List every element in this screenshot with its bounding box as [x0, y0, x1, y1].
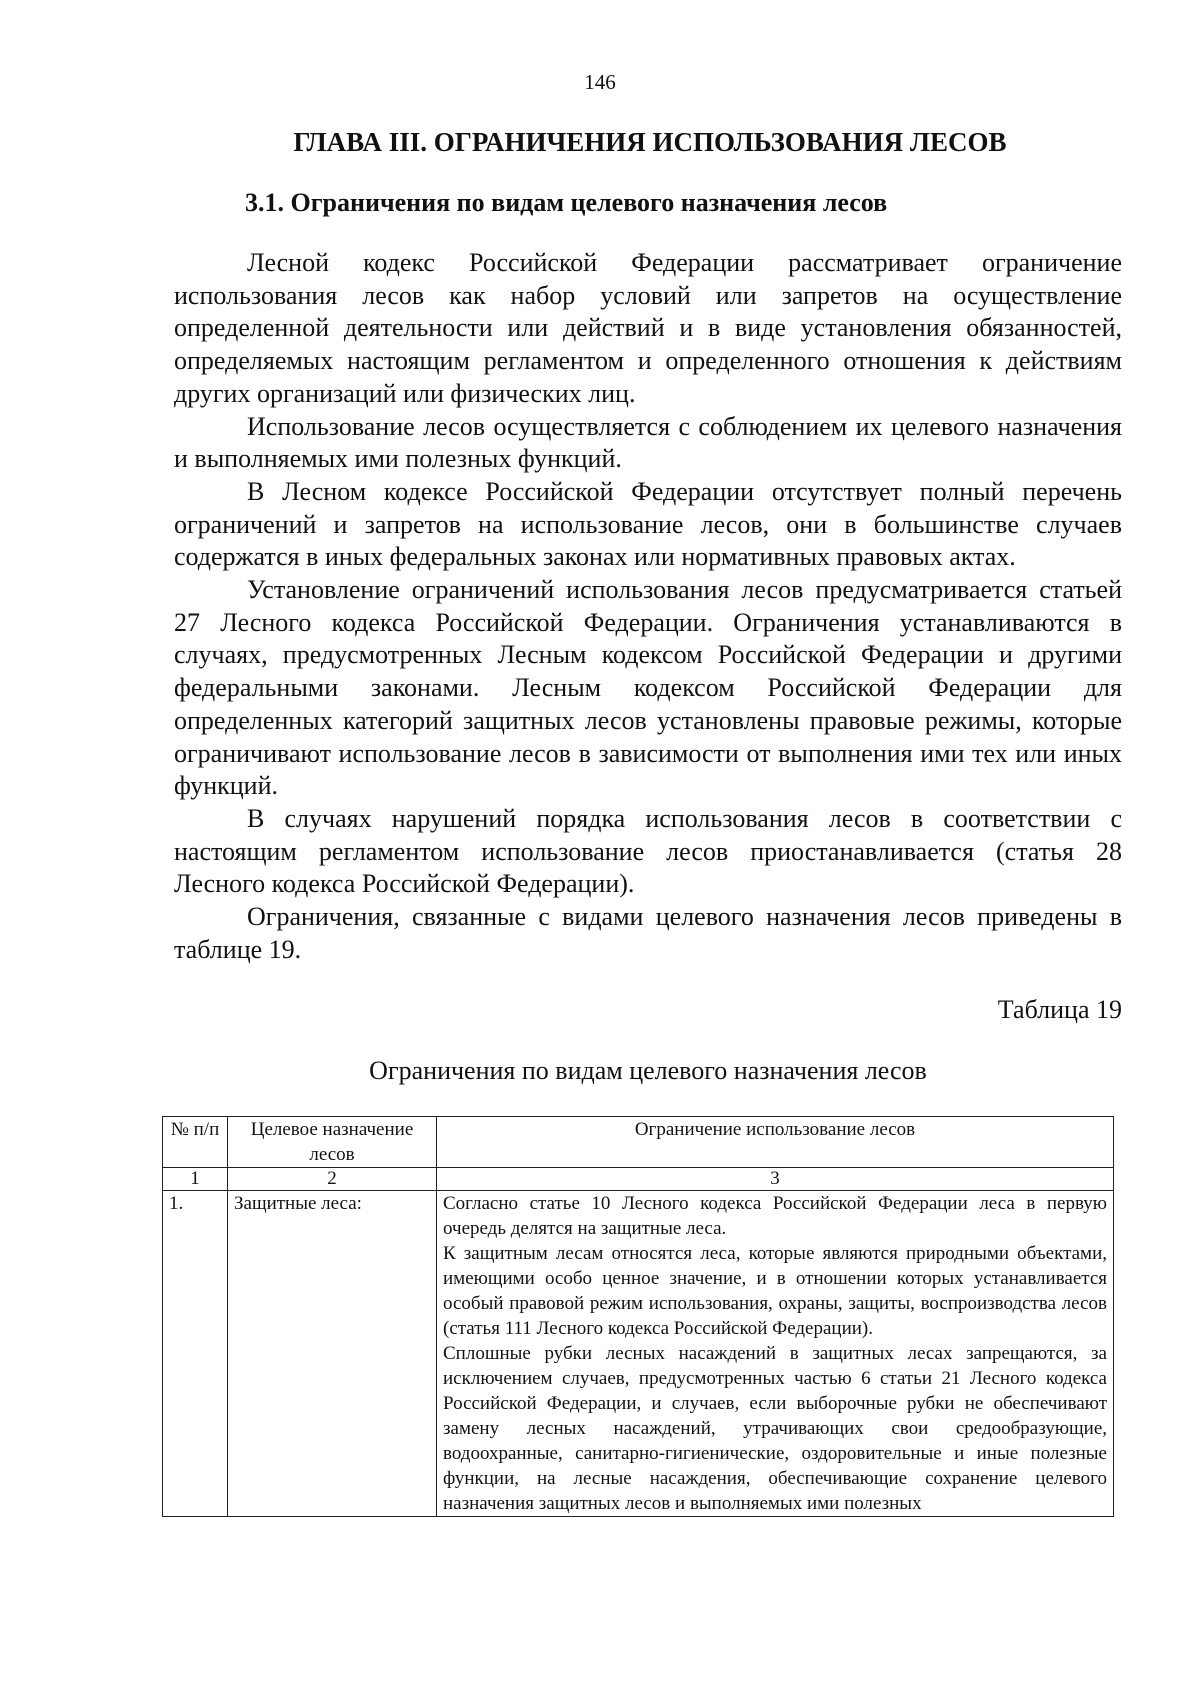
- paragraph: В Лесном кодексе Российской Федерации отсутствует полный перечень ограничений и запретов на использование лесов, они в большинстве случаев содержатся в иных федеральных законах или нормативных правовых актах.: [174, 476, 1122, 572]
- header-num: № п/п: [163, 1117, 228, 1168]
- section-title: 3.1. Ограничения по видам целевого назначения лесов: [245, 188, 888, 217]
- table-row: [163, 1191, 1114, 1517]
- paragraph: Использование лесов осуществляется с соблюдением их целевого назначения и выполняемых ими полезных функций.: [174, 411, 1122, 474]
- restriction-paragraph: Сплошные рубки лесных насаждений в защитных лесах запрещаются, за исключением случаев, предусмотренных частью 6 статьи 21 Лесного кодекса Российской Федерации, и случаев, если выборочные рубки не обеспечивают замену лесных насаждений, утрачивающих свои средообразующие, водоохранные, санитарно-гигиенические, оздоровительные и иные полезные функции, на лесные насаждения, обеспечивающие сохранение целевого назначения защитных лесов и выполняемых ими полезных: [443, 1343, 1107, 1514]
- header-purpose: Целевое назначение лесов: [228, 1117, 437, 1168]
- table-index-row: [163, 1168, 1114, 1191]
- row-num: 1.: [163, 1191, 228, 1517]
- index-cell: 1: [163, 1168, 228, 1191]
- header-restriction: Ограничение использование лесов: [437, 1117, 1114, 1168]
- row-purpose: Защитные леса:: [228, 1191, 437, 1517]
- body-text: [174, 247, 1122, 966]
- restrictions-table: [162, 1116, 1114, 1517]
- index-cell: 3: [437, 1168, 1114, 1191]
- paragraph: Ограничения, связанные с видами целевого назначения лесов приведены в таблице 19.: [174, 902, 1122, 964]
- restriction-paragraph: Согласно статье 10 Лесного кодекса Российской Федерации леса в первую очередь делятся на защитные леса.: [443, 1193, 1107, 1239]
- paragraph: Лесной кодекс Российской Федерации рассматривает ограничение использования лесов как набор условий или запретов на осуществление определенной деятельности или действий и в виде установления обязанностей, определяемых настоящим регламентом и определенного отношения к действиям других организаций или физических лиц.: [174, 248, 1122, 408]
- row-restriction: [437, 1191, 1114, 1517]
- paragraph: В случаях нарушений порядка использования лесов в соответствии с настоящим регламентом использование лесов приостанавливается (статья 28 Лесного кодекса Российской Федерации).: [174, 803, 1122, 899]
- paragraph: Установление ограничений использования лесов предусматривается статьей 27 Лесного кодекса Российской Федерации. Ограничения устанавливаются в случаях, предусмотренных Лесным кодексом Российской Федерации и другими федеральными законами. Лесным кодексом Российской Федерации для определенных категорий защитных лесов установлены правовые режимы, которые ограничивают использование лесов в зависимости от выполнения ими тех или иных функций.: [174, 575, 1122, 801]
- table-title: Ограничения по видам целевого назначения лесов: [369, 1056, 927, 1085]
- page-number: 146: [584, 70, 616, 94]
- table-caption: Таблица 19: [997, 995, 1122, 1024]
- index-cell: 2: [228, 1168, 437, 1191]
- restriction-paragraph: К защитным лесам относятся леса, которые являются природными объектами, имеющими особо ценное значение, и в отношении которых устанавливается особый правовой режим использования, охраны, защиты, воспроизводства лесов (статья 111 Лесного кодекса Российской Федерации).: [443, 1243, 1107, 1339]
- table-header-row: [163, 1117, 1114, 1168]
- chapter-title: ГЛАВА III. ОГРАНИЧЕНИЯ ИСПОЛЬЗОВАНИЯ ЛЕСОВ: [293, 127, 1007, 157]
